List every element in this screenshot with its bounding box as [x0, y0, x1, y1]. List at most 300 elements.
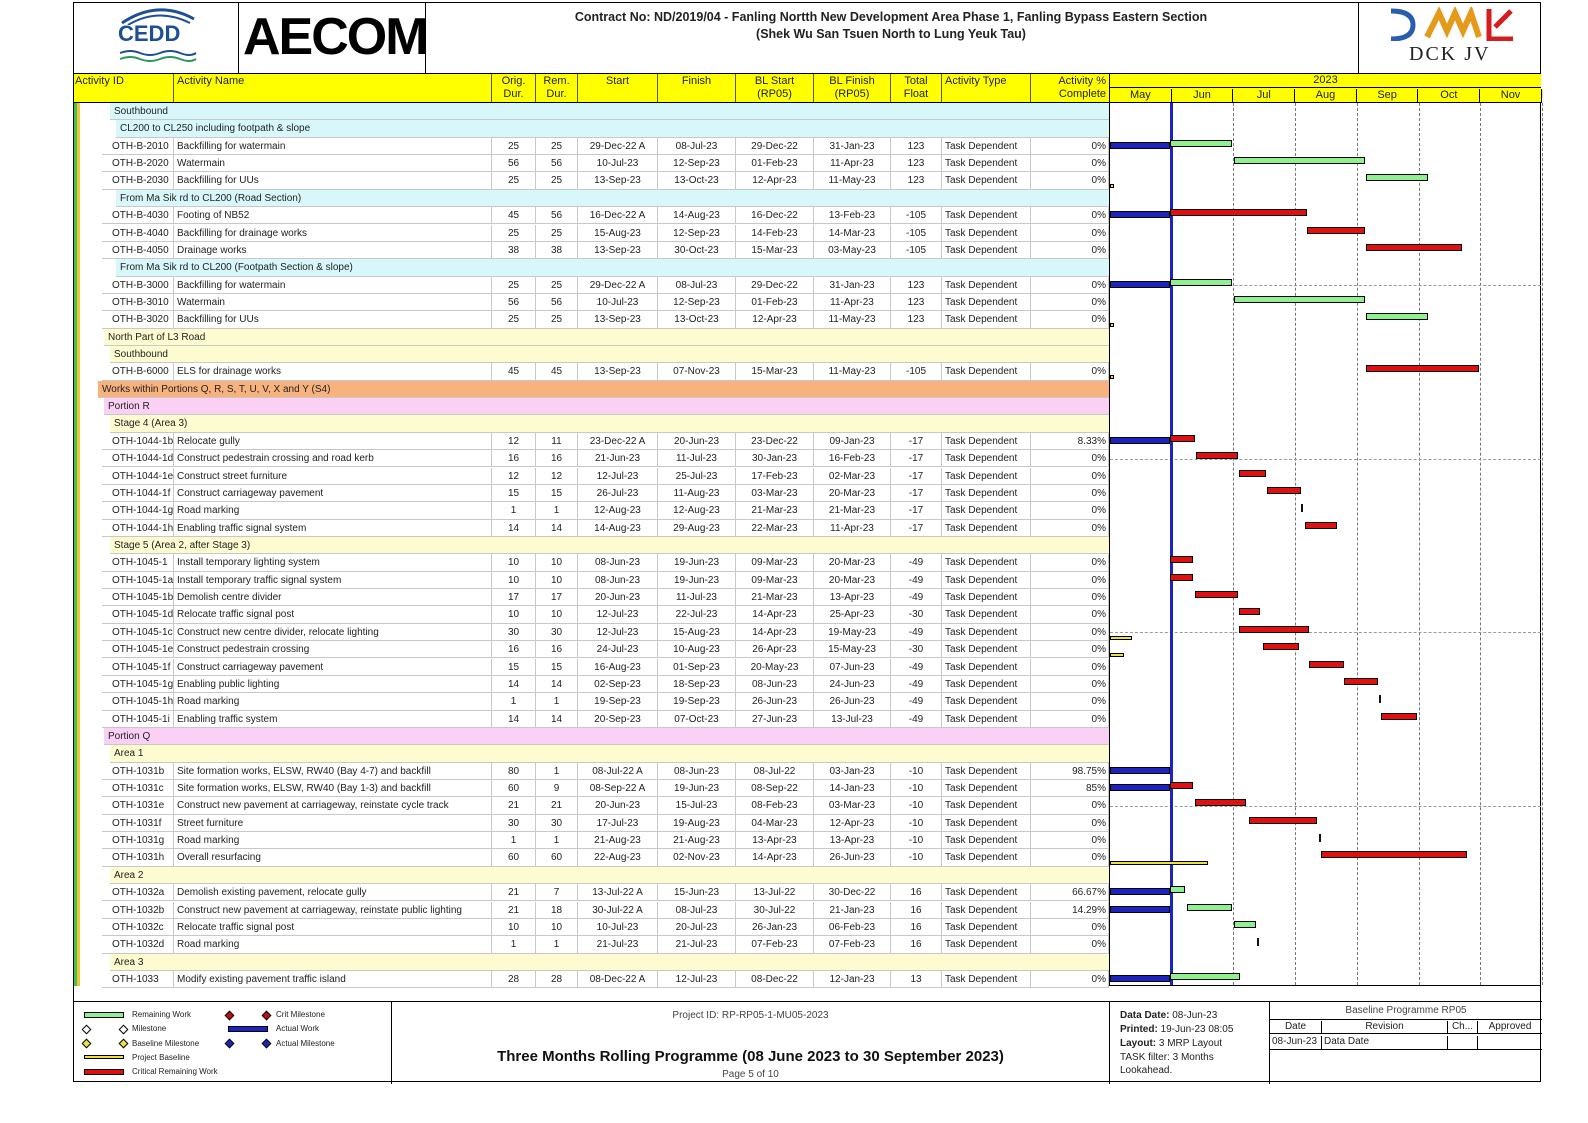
activity-name: Construct new pavement at carriageway, reinstate public lighting — [174, 902, 492, 918]
activity-type: Task Dependent — [942, 624, 1031, 640]
orig-duration: 25 — [492, 311, 536, 327]
bl-finish-date: 14-Mar-23 — [814, 225, 891, 241]
outline-band — [110, 103, 1109, 120]
gantt-bar-remaining[interactable] — [1366, 313, 1428, 320]
gantt-bar-critical[interactable] — [1307, 227, 1365, 234]
pct-complete: 0% — [1031, 711, 1109, 727]
table-row[interactable] — [102, 311, 1109, 328]
activity-type: Task Dependent — [942, 277, 1031, 293]
table-row[interactable] — [102, 450, 1109, 467]
finish-date: 14-Aug-23 — [658, 207, 736, 223]
activity-id: OTH-1031h — [102, 849, 174, 865]
table-row[interactable] — [102, 172, 1109, 189]
finish-date: 30-Oct-23 — [658, 242, 736, 258]
activity-id: OTH-1033 — [102, 971, 174, 987]
aecom-wordmark: AECOM — [243, 8, 427, 66]
table-row[interactable] — [102, 242, 1109, 259]
page-number: Page 5 of 10 — [722, 1069, 779, 1080]
table-row[interactable] — [102, 294, 1109, 311]
gantt-bar-critical[interactable] — [1366, 244, 1462, 251]
start-date: 12-Jul-23 — [578, 624, 658, 640]
pct-complete: 0% — [1031, 936, 1109, 952]
bl-start-date: 07-Feb-23 — [736, 936, 814, 952]
orig-duration: 10 — [492, 919, 536, 935]
activity-name: Install temporary lighting system — [174, 554, 492, 570]
printed-value: 19-Jun-23 08:05 — [1160, 1024, 1234, 1035]
start-date: 20-Sep-23 — [578, 711, 658, 727]
finish-date: 20-Jun-23 — [658, 433, 736, 449]
start-date: 29-Dec-22 A — [578, 277, 658, 293]
gantt-bar-critical[interactable] — [1263, 643, 1299, 650]
gantt-bar-critical[interactable] — [1305, 522, 1337, 529]
table-row[interactable] — [102, 693, 1109, 710]
bl-start-date: 13-Apr-23 — [736, 832, 814, 848]
start-date: 10-Jul-23 — [578, 155, 658, 171]
activity-id: OTH-B-4030 — [102, 207, 174, 223]
start-date: 30-Jul-22 A — [578, 902, 658, 918]
activity-name: Construct new pavement at carriageway, reinstate cycle track — [174, 797, 492, 813]
pct-complete: 0% — [1031, 641, 1109, 657]
table-row[interactable] — [102, 225, 1109, 242]
total-float: -105 — [891, 207, 942, 223]
bl-start-date: 30-Jul-22 — [736, 902, 814, 918]
table-row[interactable] — [102, 832, 1109, 849]
gantt-bar-remaining[interactable] — [1187, 904, 1232, 911]
activity-name: Watermain — [174, 294, 492, 310]
total-float: -10 — [891, 763, 942, 779]
pct-complete: 14.29% — [1031, 902, 1109, 918]
gantt-bar-remaining[interactable] — [1170, 140, 1232, 147]
rem-duration: 30 — [536, 624, 578, 640]
finish-date: 22-Jul-23 — [658, 606, 736, 622]
col-rem-dur[interactable] — [536, 74, 578, 102]
activity-id: OTH-1044-1f — [102, 485, 174, 501]
activity-name: Backfilling for UUs — [174, 172, 492, 188]
month-may: May — [1110, 89, 1172, 103]
month-nov: Nov — [1480, 89, 1542, 103]
gantt-bar-remaining[interactable] — [1234, 157, 1365, 164]
bl-finish-date: 15-May-23 — [814, 641, 891, 657]
start-date: 08-Jun-23 — [578, 572, 658, 588]
table-row[interactable] — [102, 277, 1109, 294]
rem-duration: 21 — [536, 797, 578, 813]
task-filter-lookahead: Lookahead. — [1120, 1065, 1173, 1076]
outline-band — [110, 745, 1109, 762]
table-row[interactable] — [102, 797, 1109, 814]
col-start[interactable]: Start — [578, 74, 658, 102]
table-row[interactable] — [102, 676, 1109, 693]
legend-actual-swatch — [228, 1026, 268, 1032]
table-row[interactable] — [102, 207, 1109, 224]
gantt-bar-baseline[interactable] — [1110, 184, 1114, 188]
gantt-bar-actual[interactable] — [1110, 975, 1170, 982]
table-row[interactable] — [102, 780, 1109, 797]
gantt-bar-critical[interactable] — [1170, 782, 1193, 789]
gantt-bar-critical[interactable] — [1344, 678, 1378, 685]
table-row[interactable] — [102, 606, 1109, 623]
activity-name: Modify existing pavement traffic island — [174, 971, 492, 987]
rem-duration: 15 — [536, 659, 578, 675]
baseline-title: Baseline Programme RP05 — [1345, 1005, 1467, 1016]
rev-col-checked: Ch... — [1448, 1021, 1478, 1034]
table-row[interactable] — [102, 641, 1109, 658]
band-label: Area 1 — [114, 748, 144, 760]
data-date-label: Data Date: — [1120, 1010, 1170, 1021]
baseline-milestone-icon-2 — [119, 1039, 129, 1049]
gantt-bar-remaining[interactable] — [1170, 279, 1232, 286]
gantt-bar-critical[interactable] — [1170, 209, 1307, 216]
activity-name: Site formation works, ELSW, RW40 (Bay 1-3) and backfill — [174, 780, 492, 796]
activity-id: OTH-1045-1b — [102, 589, 174, 605]
rem-duration: 1 — [536, 502, 578, 518]
activity-id: OTH-1031g — [102, 832, 174, 848]
rem-duration: 30 — [536, 815, 578, 831]
print-info — [1109, 1002, 1270, 1084]
activity-id: OTH-1031f — [102, 815, 174, 831]
aecom-logo — [239, 3, 426, 73]
activity-type: Task Dependent — [942, 693, 1031, 709]
table-row[interactable] — [102, 902, 1109, 919]
gantt-bar-critical[interactable] — [1196, 452, 1238, 459]
activity-type: Task Dependent — [942, 138, 1031, 154]
outline-band — [116, 259, 1109, 276]
gantt-bar-critical[interactable] — [1301, 504, 1303, 512]
activity-name: Install temporary traffic signal system — [174, 572, 492, 588]
finish-date: 01-Sep-23 — [658, 659, 736, 675]
start-date: 08-Jul-22 A — [578, 763, 658, 779]
gantt-bar-actual[interactable] — [1110, 906, 1170, 913]
table-row[interactable] — [102, 971, 1109, 988]
activity-name: Overall resurfacing — [174, 849, 492, 865]
table-row[interactable] — [102, 589, 1109, 606]
gantt-bar-actual[interactable] — [1110, 211, 1170, 218]
pct-complete: 0% — [1031, 589, 1109, 605]
activity-name: Relocate traffic signal post — [174, 919, 492, 935]
bl-finish-date: 11-Apr-23 — [814, 155, 891, 171]
bl-finish-date: 16-Feb-23 — [814, 450, 891, 466]
pct-complete: 0% — [1031, 676, 1109, 692]
orig-duration: 80 — [492, 763, 536, 779]
bl-start-date: 12-Apr-23 — [736, 172, 814, 188]
rem-duration: 1 — [536, 693, 578, 709]
start-date: 22-Aug-23 — [578, 849, 658, 865]
month-jul: Jul — [1233, 89, 1295, 103]
gantt-bar-baseline[interactable] — [1110, 636, 1132, 640]
band-label: Area 2 — [114, 869, 144, 881]
table-row[interactable] — [102, 711, 1109, 728]
activity-name: Backfilling for watermain — [174, 277, 492, 293]
bl-start-date: 29-Dec-22 — [736, 138, 814, 154]
activity-type: Task Dependent — [942, 711, 1031, 727]
report-title: Three Months Rolling Programme (08 June 2023 to 30 September 2023) — [497, 1048, 1004, 1065]
gantt-bar-remaining[interactable] — [1257, 938, 1259, 946]
activity-type: Task Dependent — [942, 155, 1031, 171]
gantt-bar-critical[interactable] — [1319, 834, 1321, 842]
total-float: -105 — [891, 363, 942, 379]
bl-finish-date: 11-Apr-23 — [814, 520, 891, 536]
gantt-bar-baseline[interactable] — [1110, 653, 1124, 657]
finish-date: 12-Sep-23 — [658, 155, 736, 171]
orig-duration: 25 — [492, 172, 536, 188]
orig-duration: 1 — [492, 936, 536, 952]
activity-id: OTH-1045-1h — [102, 693, 174, 709]
printed-label: Printed: — [1120, 1024, 1158, 1035]
pct-complete: 0% — [1031, 138, 1109, 154]
gantt-bar-actual[interactable] — [1110, 888, 1170, 895]
start-date: 08-Dec-22 A — [578, 971, 658, 987]
rem-duration: 1 — [536, 832, 578, 848]
total-float: 16 — [891, 884, 942, 900]
table-row[interactable] — [102, 936, 1109, 953]
total-float: -49 — [891, 693, 942, 709]
legend-baseline-label: Project Baseline — [132, 1053, 190, 1062]
data-date-value: 08-Jun-23 — [1172, 1010, 1218, 1021]
col-pct-complete[interactable] — [1031, 74, 1109, 102]
gantt-bar-critical[interactable] — [1195, 591, 1238, 598]
table-row[interactable] — [102, 884, 1109, 901]
timescale-year: 2023 — [1110, 74, 1541, 88]
finish-date: 11-Jul-23 — [658, 589, 736, 605]
dckjv-mark-icon — [1387, 7, 1517, 41]
gantt-bar-critical[interactable] — [1195, 799, 1246, 806]
gantt-bar-remaining[interactable] — [1234, 296, 1365, 303]
total-float: -17 — [891, 502, 942, 518]
activity-type: Task Dependent — [942, 797, 1031, 813]
gantt-bar-actual[interactable] — [1110, 281, 1170, 288]
table-row[interactable] — [102, 485, 1109, 502]
pct-complete: 0% — [1031, 363, 1109, 379]
gantt-bar-critical[interactable] — [1239, 608, 1260, 615]
start-date: 24-Jul-23 — [578, 641, 658, 657]
legend-critical-label: Critical Remaining Work — [132, 1067, 218, 1076]
rem-duration: 56 — [536, 294, 578, 310]
orig-duration: 60 — [492, 780, 536, 796]
pct-complete: 0% — [1031, 172, 1109, 188]
table-row[interactable] — [102, 659, 1109, 676]
legend-baseline-swatch — [84, 1055, 124, 1059]
finish-date: 18-Sep-23 — [658, 676, 736, 692]
table-row[interactable] — [102, 572, 1109, 589]
gantt-bar-actual[interactable] — [1110, 142, 1170, 149]
finish-date: 11-Aug-23 — [658, 485, 736, 501]
gantt-bar-actual[interactable] — [1110, 437, 1170, 444]
start-date: 26-Jul-23 — [578, 485, 658, 501]
activity-name: Street furniture — [174, 815, 492, 831]
rem-duration: 7 — [536, 884, 578, 900]
activity-name: Construct carriageway pavement — [174, 485, 492, 501]
band-label: Area 3 — [114, 956, 144, 968]
orig-duration: 25 — [492, 225, 536, 241]
gantt-bar-critical[interactable] — [1170, 556, 1193, 563]
total-float: 13 — [891, 971, 942, 987]
gantt-bar-remaining[interactable] — [1234, 921, 1256, 928]
start-date: 17-Jul-23 — [578, 815, 658, 831]
band-label: Works within Portions Q, R, S, T, U, V, X and Y (S4) — [102, 383, 331, 395]
activity-type: Task Dependent — [942, 659, 1031, 675]
orig-duration: 12 — [492, 433, 536, 449]
total-float: -49 — [891, 659, 942, 675]
band-label: Portion R — [108, 401, 150, 413]
activity-type: Task Dependent — [942, 450, 1031, 466]
gantt-bar-baseline[interactable] — [1110, 861, 1208, 865]
finish-date: 15-Jun-23 — [658, 884, 736, 900]
finish-date: 08-Jul-23 — [658, 277, 736, 293]
gantt-bar-remaining[interactable] — [1366, 174, 1428, 181]
band-label: Southbound — [114, 106, 168, 117]
timescale-header — [1109, 73, 1541, 103]
orig-duration: 17 — [492, 589, 536, 605]
total-float: 123 — [891, 155, 942, 171]
task-filter: TASK filter: 3 Months — [1120, 1052, 1214, 1063]
activity-name: Drainage works — [174, 242, 492, 258]
activity-name: Demolish existing pavement, relocate gully — [174, 884, 492, 900]
outline-band — [110, 537, 1109, 554]
bl-finish-date: 03-May-23 — [814, 242, 891, 258]
col-pct-line2: Complete — [1058, 88, 1106, 100]
activity-id: OTH-1032d — [102, 936, 174, 952]
finish-date: 13-Oct-23 — [658, 172, 736, 188]
col-total-float[interactable] — [891, 74, 942, 102]
table-row[interactable] — [102, 155, 1109, 172]
activity-type: Task Dependent — [942, 676, 1031, 692]
pct-complete: 0% — [1031, 572, 1109, 588]
table-row[interactable] — [102, 138, 1109, 155]
gantt-bar-critical[interactable] — [1381, 713, 1417, 720]
activity-name: Construct carriageway pavement — [174, 659, 492, 675]
finish-date: 20-Jul-23 — [658, 919, 736, 935]
table-row[interactable] — [102, 520, 1109, 537]
month-gridline — [1542, 103, 1543, 985]
total-float: -17 — [891, 433, 942, 449]
table-row[interactable] — [102, 849, 1109, 866]
gantt-bar-critical[interactable] — [1239, 470, 1266, 477]
finish-date: 25-Jul-23 — [658, 468, 736, 484]
orig-duration: 16 — [492, 641, 536, 657]
activity-type: Task Dependent — [942, 433, 1031, 449]
gantt-bar-remaining[interactable] — [1170, 886, 1185, 893]
pct-complete: 0% — [1031, 468, 1109, 484]
col-activity-id[interactable]: Activity ID — [74, 74, 174, 102]
activity-id: OTH-B-3010 — [102, 294, 174, 310]
table-row[interactable] — [102, 624, 1109, 641]
gantt-bar-critical[interactable] — [1366, 365, 1479, 372]
col-bl-finish-line2: (RP05) — [834, 88, 870, 100]
start-date: 12-Jul-23 — [578, 468, 658, 484]
orig-duration: 56 — [492, 155, 536, 171]
footer — [74, 1001, 1542, 1083]
revision-header — [1270, 1019, 1542, 1034]
rem-duration: 9 — [536, 780, 578, 796]
col-finish[interactable]: Finish — [658, 74, 736, 102]
gantt-bar-critical[interactable] — [1321, 851, 1467, 858]
finish-date: 19-Jun-23 — [658, 572, 736, 588]
finish-date: 19-Jun-23 — [658, 554, 736, 570]
total-float: -17 — [891, 520, 942, 536]
col-activity-type[interactable]: Activity Type — [942, 74, 1031, 102]
col-orig-dur[interactable] — [492, 74, 536, 102]
gantt-bar-critical[interactable] — [1379, 695, 1381, 703]
start-date: 15-Aug-23 — [578, 225, 658, 241]
table-row[interactable] — [102, 468, 1109, 485]
activity-type: Task Dependent — [942, 589, 1031, 605]
table-row[interactable] — [102, 919, 1109, 936]
col-rem-dur-line2: Dur. — [546, 88, 567, 100]
gantt-bar-critical[interactable] — [1170, 574, 1193, 581]
gantt-bar-critical[interactable] — [1249, 817, 1317, 824]
cedd-wordmark: CEDD — [118, 21, 181, 46]
rem-duration: 25 — [536, 225, 578, 241]
table-row[interactable] — [102, 554, 1109, 571]
orig-duration: 25 — [492, 277, 536, 293]
activity-type: Task Dependent — [942, 832, 1031, 848]
col-activity-name[interactable]: Activity Name — [174, 74, 492, 102]
col-rem-dur-line1: Rem. — [543, 75, 570, 87]
gantt-bar-remaining[interactable] — [1170, 973, 1240, 980]
activity-type: Task Dependent — [942, 902, 1031, 918]
pct-complete: 0% — [1031, 971, 1109, 987]
gantt-bar-baseline[interactable] — [1110, 375, 1114, 379]
activity-id: OTH-1044-1h — [102, 520, 174, 536]
bl-start-date: 22-Mar-23 — [736, 520, 814, 536]
start-date: 16-Dec-22 A — [578, 207, 658, 223]
gantt-bar-actual[interactable] — [1110, 784, 1170, 791]
gantt-bar-actual[interactable] — [1110, 767, 1170, 774]
activity-type: Task Dependent — [942, 780, 1031, 796]
pct-complete: 85% — [1031, 780, 1109, 796]
col-bl-start[interactable] — [736, 74, 814, 102]
bl-finish-date: 13-Jul-23 — [814, 711, 891, 727]
bl-finish-date: 21-Jan-23 — [814, 902, 891, 918]
table-row[interactable] — [102, 363, 1109, 380]
gantt-chart — [1109, 103, 1541, 986]
col-bl-finish[interactable] — [814, 74, 891, 102]
gantt-bar-critical[interactable] — [1239, 626, 1309, 633]
pct-complete: 0% — [1031, 242, 1109, 258]
col-orig-dur-line1: Orig. — [501, 75, 526, 87]
activity-id: OTH-1045-1a — [102, 572, 174, 588]
contract-line-2: (Shek Wu San Tsuen North to Lung Yeuk Tau) — [756, 27, 1026, 41]
rem-duration: 14 — [536, 520, 578, 536]
rem-duration: 38 — [536, 242, 578, 258]
finish-date: 07-Nov-23 — [658, 363, 736, 379]
table-row[interactable] — [102, 433, 1109, 450]
gantt-bar-critical[interactable] — [1267, 487, 1301, 494]
gantt-bar-critical[interactable] — [1170, 435, 1195, 442]
pct-complete: 0% — [1031, 849, 1109, 865]
table-row[interactable] — [102, 815, 1109, 832]
activity-type: Task Dependent — [942, 884, 1031, 900]
finish-date: 02-Nov-23 — [658, 849, 736, 865]
table-row[interactable] — [102, 502, 1109, 519]
activity-name: Construct pedestrain crossing — [174, 641, 492, 657]
bl-finish-date: 07-Jun-23 — [814, 659, 891, 675]
bl-start-date: 21-Mar-23 — [736, 502, 814, 518]
gantt-bar-baseline[interactable] — [1110, 323, 1114, 327]
finish-date: 19-Jun-23 — [658, 780, 736, 796]
bl-start-date: 23-Dec-22 — [736, 433, 814, 449]
orig-duration: 28 — [492, 971, 536, 987]
bl-finish-date: 13-Apr-23 — [814, 589, 891, 605]
start-date: 19-Sep-23 — [578, 693, 658, 709]
outline-band — [116, 120, 1109, 137]
bl-start-date: 04-Mar-23 — [736, 815, 814, 831]
pct-complete: 0% — [1031, 624, 1109, 640]
table-row[interactable] — [102, 763, 1109, 780]
total-float: -10 — [891, 780, 942, 796]
activity-id: OTH-1044-1b — [102, 433, 174, 449]
band-label: From Ma Sik rd to CL200 (Footpath Section & slope) — [120, 262, 353, 274]
gantt-bar-critical[interactable] — [1309, 661, 1344, 668]
